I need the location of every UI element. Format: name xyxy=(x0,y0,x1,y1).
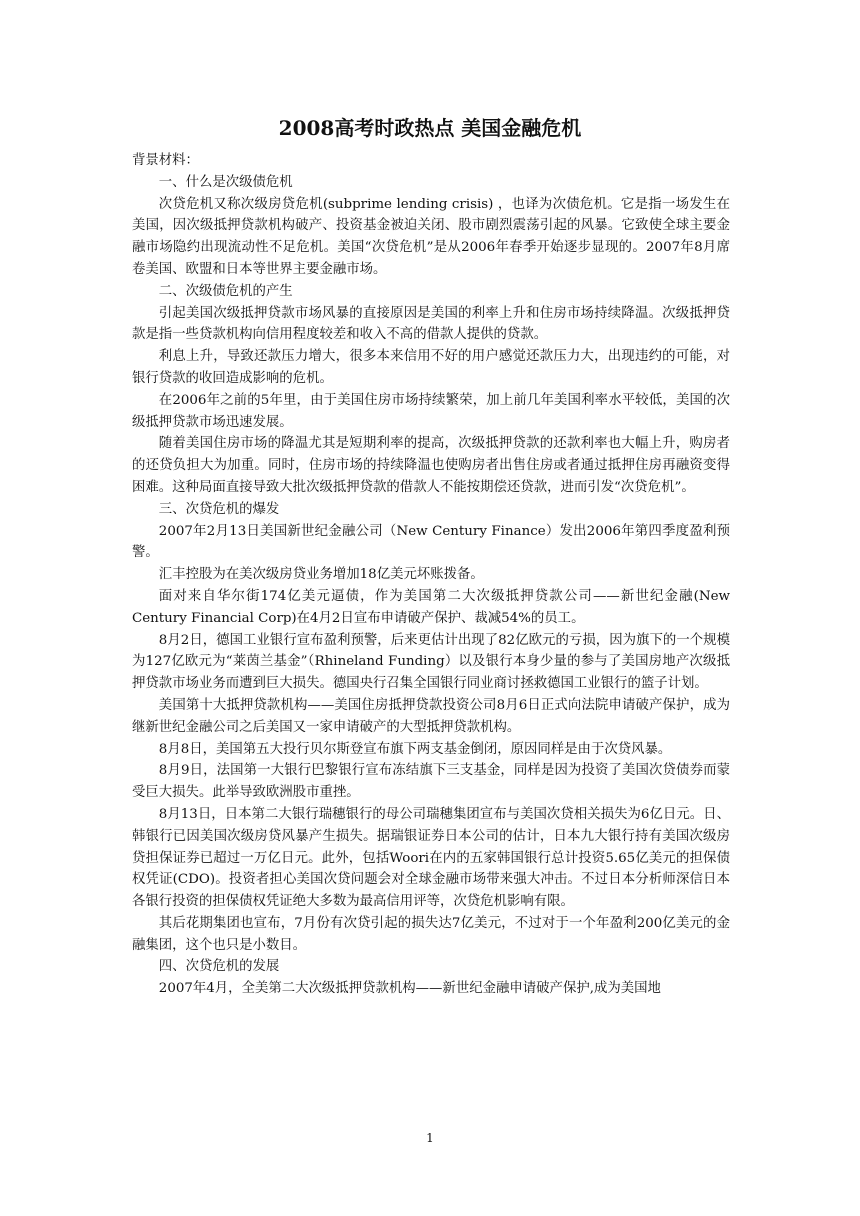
body-paragraph: 美国第十大抵押贷款机构——美国住房抵押贷款投资公司8月6日正式向法院申请破产保护，成为继新世纪金融公司之后美国又一家申请破产的大型抵押贷款机构。 xyxy=(132,697,730,735)
body-paragraph: 8月13日，日本第二大银行瑞穗银行的母公司瑞穗集团宣布与美国次贷相关损失为6亿日元。日、韩银行已因美国次级房贷风暴产生损失。据瑞银证券日本公司的估计，日本九大银行持有美国次级房贷担保证券已超过一万亿日元。此外，包括Woori在内的五家韩国银行总计投资5.65亿美元的担保债权凭证(CDO)。投资者担心美国次贷问题会对全球金融市场带来强大冲击。不过日本分析师深信日本各银行投资的担保债权凭证绝大多数为最高信用评等，次贷危机影响有限。 xyxy=(132,806,730,910)
body-paragraph: 在2006年之前的5年里，由于美国住房市场持续繁荣，加上前几年美国利率水平较低，美国的次级抵押贷款市场迅速发展。 xyxy=(132,392,730,430)
section-heading: 一、什么是次级债危机 xyxy=(158,174,293,190)
section-heading: 二、次级债危机的产生 xyxy=(158,283,293,299)
section-heading: 四、次贷危机的发展 xyxy=(158,959,280,975)
body-paragraph: 8月2日，德国工业银行宣布盈利预警，后来更估计出现了82亿欧元的亏损，因为旗下的一个规模为127亿欧元为“莱茵兰基金”（Rhineland Funding）以及银行本身少量的参与了美国房地产次级抵押贷款市场业务而遭到巨大损失。德国央行召集全国银行同业商讨拯救德国工业银行的篮子计划。 xyxy=(132,632,730,692)
document-title: 2008高考时政热点 美国金融危机 xyxy=(278,116,582,140)
page-number: 1 xyxy=(426,1131,434,1145)
intro-label: 背景材料： xyxy=(132,153,199,168)
body-paragraph: 汇丰控股为在美次级房贷业务增加18亿美元坏账拨备。 xyxy=(158,567,484,583)
body-paragraph: 次贷危机又称次级房贷危机(subprime lending crisis) ，也译为次债危机。它是指一场发生在美国，因次级抵押贷款机构破产、投资基金被迫关闭、股市剧烈震荡引起的风暴。它致使全球主要金融市场隐约出现流动性不足危机。美国“次贷危机”是从2006年春季开始逐步显现的。2007年8月席卷美国、欧盟和日本等世界主要金融市场。 xyxy=(132,196,730,277)
document-body xyxy=(132,150,730,1000)
body-paragraph: 2007年4月，全美第二大次级抵押贷款机构——新世纪金融申请破产保护,成为美国地 xyxy=(158,981,661,997)
section-heading: 三、次贷危机的爆发 xyxy=(158,501,280,517)
body-paragraph: 8月9日，法国第一大银行巴黎银行宣布冻结旗下三支基金，同样是因为投资了美国次贷债券而蒙受巨大损失。此举导致欧洲股市重挫。 xyxy=(132,763,730,801)
body-paragraph: 2007年2月13日美国新世纪金融公司（New Century Finance）发出2006年第四季度盈利预警。 xyxy=(132,523,730,561)
body-paragraph: 其后花期集团也宣布，7月份有次贷引起的损失达7亿美元，不过对于一个年盈利200亿美元的金融集团，这个也只是小数目。 xyxy=(132,915,730,953)
body-paragraph: 随着美国住房市场的降温尤其是短期利率的提高，次级抵押贷款的还款利率也大幅上升，购房者的还贷负担大为加重。同时，住房市场的持续降温也使购房者出售住房或者通过抵押住房再融资变得困难。这种局面直接导致大批次级抵押贷款的借款人不能按期偿还贷款，进而引发“次贷危机”。 xyxy=(132,436,730,495)
body-paragraph: 引起美国次级抵押贷款市场风暴的直接原因是美国的利率上升和住房市场持续降温。次级抵押贷款是指一些贷款机构向信用程度较差和收入不高的借款人提供的贷款。 xyxy=(132,305,730,343)
body-paragraph: 利息上升，导致还款压力增大，很多本来信用不好的用户感觉还款压力大，出现违约的可能，对银行贷款的收回造成影响的危机。 xyxy=(132,349,730,386)
body-paragraph: 面对来自华尔街174亿美元逼债，作为美国第二大次级抵押贷款公司——新世纪金融(New Century Financial Corp)在4月2日宣布申请破产保护、裁减54%的员工。 xyxy=(132,588,730,626)
body-paragraph: 8月8日，美国第五大投行贝尔斯登宣布旗下两支基金倒闭，原因同样是由于次贷风暴。 xyxy=(158,741,672,757)
